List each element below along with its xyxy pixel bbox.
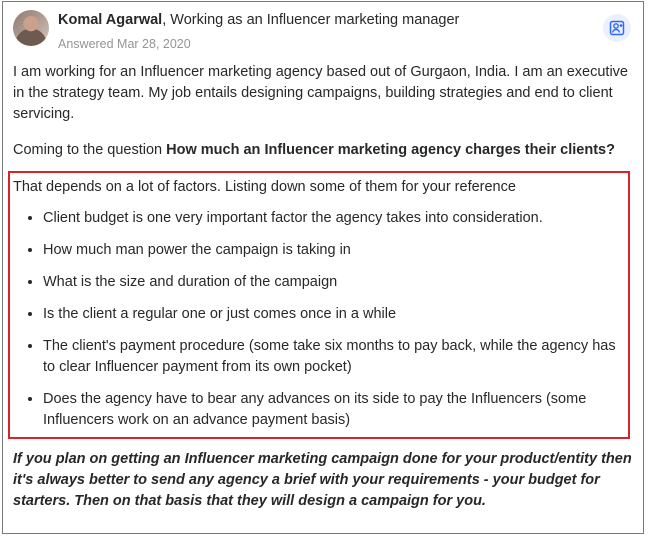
intro-paragraph: I am working for an Influencer marketing agency based out of Gurgaon, India. I am an executive in the strategy team. My job entails designing campaigns, building strategies and end to client servicing. <box>13 64 628 122</box>
author-line <box>58 12 459 28</box>
author-credential[interactable]: , Working as an Influencer marketing manager <box>162 12 460 28</box>
conclusion-paragraph: If you plan on getting an Influencer marketing campaign done for your product/entity then it's always better to send any agency a brief with your requirements - your budget for starters. Then on that basis that they will design a campaign for you. <box>13 451 632 509</box>
follow-person-icon <box>609 20 625 36</box>
list-item: • Does the agency have to bear any advances on its side to pay the Influencers (some Influencers work on an advance payment basis) <box>43 389 624 431</box>
factors-list <box>13 208 624 431</box>
question-prefix: Coming to the question <box>13 142 167 158</box>
answered-date[interactable]: Answered Mar 28, 2020 <box>58 37 191 51</box>
highlighted-factors-box <box>8 171 630 439</box>
list-item: • The client's payment procedure (some take six months to pay back, while the agency has to clear Influencer payment from its own pocket) <box>43 336 624 378</box>
answer-card <box>2 1 644 534</box>
list-item: • How much man power the campaign is taking in <box>43 240 624 261</box>
list-item: • Is the client a regular one or just comes once in a while <box>43 304 624 325</box>
list-item: • Client budget is one very important factor the agency takes into consideration. <box>43 208 624 229</box>
avatar[interactable] <box>13 10 49 46</box>
question-paragraph <box>13 140 635 161</box>
factors-intro: That depends on a lot of factors. Listing down some of them for your reference <box>13 179 516 195</box>
follow-button[interactable] <box>603 14 631 42</box>
answer-header <box>13 8 633 52</box>
author-name[interactable]: Komal Agarwal <box>58 12 163 28</box>
answer-body <box>13 62 635 512</box>
list-item: • What is the size and duration of the campaign <box>43 272 624 293</box>
question-text: How much an Influencer marketing agency charges their clients? <box>166 142 615 158</box>
